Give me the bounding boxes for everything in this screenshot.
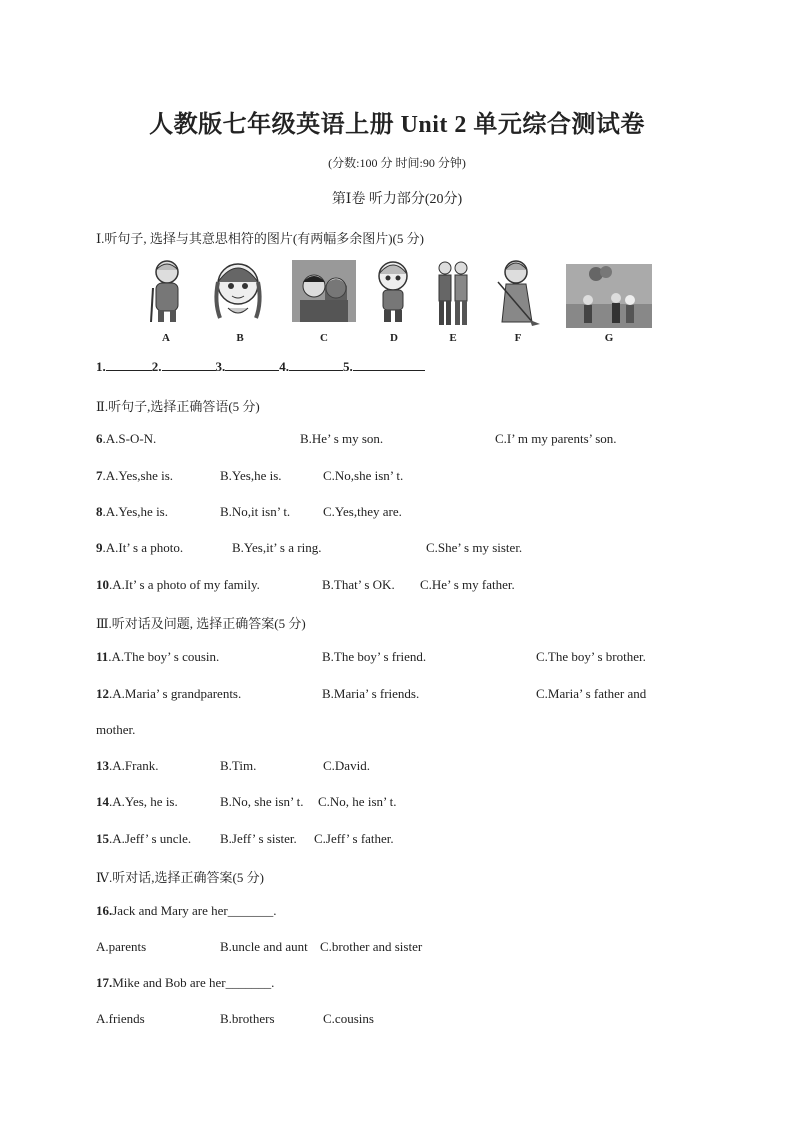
q17-option-b: B.brothers [220,1011,275,1026]
q6-option-b: B.He’ s my son. [300,431,384,446]
picture-label-g: G [604,332,614,344]
q15-option-b: B.Jeff’ s sister. [220,831,297,846]
q11-option-b: B.The boy’ s friend. [322,649,427,664]
blank-number: 3. [215,359,226,374]
question-12: 12.A.Maria’ s grandparents. [96,686,242,701]
part-heading: 第Ⅰ卷 听力部分(20分) [331,192,463,207]
question-10: 10.A.It’ s a photo of my family. [96,577,260,592]
picture-label-e: E [449,332,457,344]
question-14: 14.A.Yes, he is. [96,794,178,809]
exam-info: (分数:100 分 时间:90 分钟) [328,156,466,170]
question-13: 13.A.Frank. [96,758,159,773]
section-1-heading: Ⅰ.听句子, 选择与其意思相符的图片(有两幅多余图片)(5 分) [96,231,424,246]
blank-number: 5. [343,359,353,374]
picture-c-couple-photo [292,260,356,322]
question-7: 7.A.Yes,she is. [96,468,174,483]
section-2-heading: Ⅱ.听句子,选择正确答语(5 分) [96,399,260,414]
q13-option-c: C.David. [323,758,370,773]
q12-option-c-continued: mother. [96,722,136,737]
q13-option-b: B.Tim. [220,758,257,773]
q9-option-c: C.She’ s my sister. [426,540,523,555]
question-11: 11.A.The boy’ s cousin. [96,649,220,664]
answer-blank[interactable] [353,358,425,371]
q17-option-c: C.cousins [323,1011,374,1026]
blank-number: 1. [96,359,106,374]
page-title: 人教版七年级英语上册 Unit 2 单元综合测试卷 [149,112,645,138]
q14-option-c: C.No, he isn’ t. [318,794,397,809]
q11-option-c: C.The boy’ s brother. [536,649,646,664]
q16-option-a: A.parents [96,939,147,954]
picture-label-d: D [390,332,398,344]
answer-blank[interactable] [225,358,279,371]
q15-option-c: C.Jeff’ s father. [314,831,394,846]
q10-option-c: C.He’ s my father. [420,577,515,592]
picture-d-boy [376,258,410,324]
blank-number: 2. [151,359,162,374]
q12-option-c: C.Maria’ s father and [536,686,647,701]
answer-blank[interactable] [162,358,216,371]
question-6: 6.A.S-O-N. [96,431,157,446]
question-15: 15.A.Jeff’ s uncle. [96,831,192,846]
picture-label-c: C [320,332,328,344]
q16-option-b: B.uncle and aunt [220,939,308,954]
answer-blank[interactable] [106,358,152,371]
question-16: 16.Jack and Mary are her_______. [96,903,277,918]
answer-blanks [96,358,425,375]
question-17: 17.Mike and Bob are her_______. [96,975,275,990]
q9-option-b: B.Yes,it’ s a ring. [232,540,322,555]
q14-option-b: B.No, she isn’ t. [220,794,304,809]
picture-a-old-man [143,258,189,324]
q8-option-c: C.Yes,they are. [323,504,402,519]
q16-option-c: C.brother and sister [320,939,423,954]
q10-option-b: B.That’ s OK. [322,577,395,592]
q7-option-c: C.No,she isn’ t. [323,468,404,483]
question-8: 8.A.Yes,he is. [96,504,168,519]
question-9: 9.A.It’ s a photo. [96,540,184,555]
q8-option-b: B.No,it isn’ t. [220,504,291,519]
answer-blank[interactable] [289,358,343,371]
picture-g-family-scene [566,264,652,328]
section-4-heading: Ⅳ.听对话,选择正确答案(5 分) [96,870,264,885]
blank-number: 4. [279,359,289,374]
picture-label-b: B [236,332,244,344]
q17-option-a: A.friends [96,1011,145,1026]
picture-label-a: A [162,332,170,344]
q6-option-c: C.I’ m my parents’ son. [495,431,617,446]
section-3-heading: Ⅲ.听对话及问题, 选择正确答案(5 分) [96,616,306,631]
picture-e-two-men [434,258,472,326]
picture-f-old-woman [494,258,542,326]
picture-label-f: F [514,332,522,344]
q12-option-b: B.Maria’ s friends. [322,686,420,701]
q7-option-b: B.Yes,he is. [220,468,282,483]
picture-b-girl [210,258,266,324]
